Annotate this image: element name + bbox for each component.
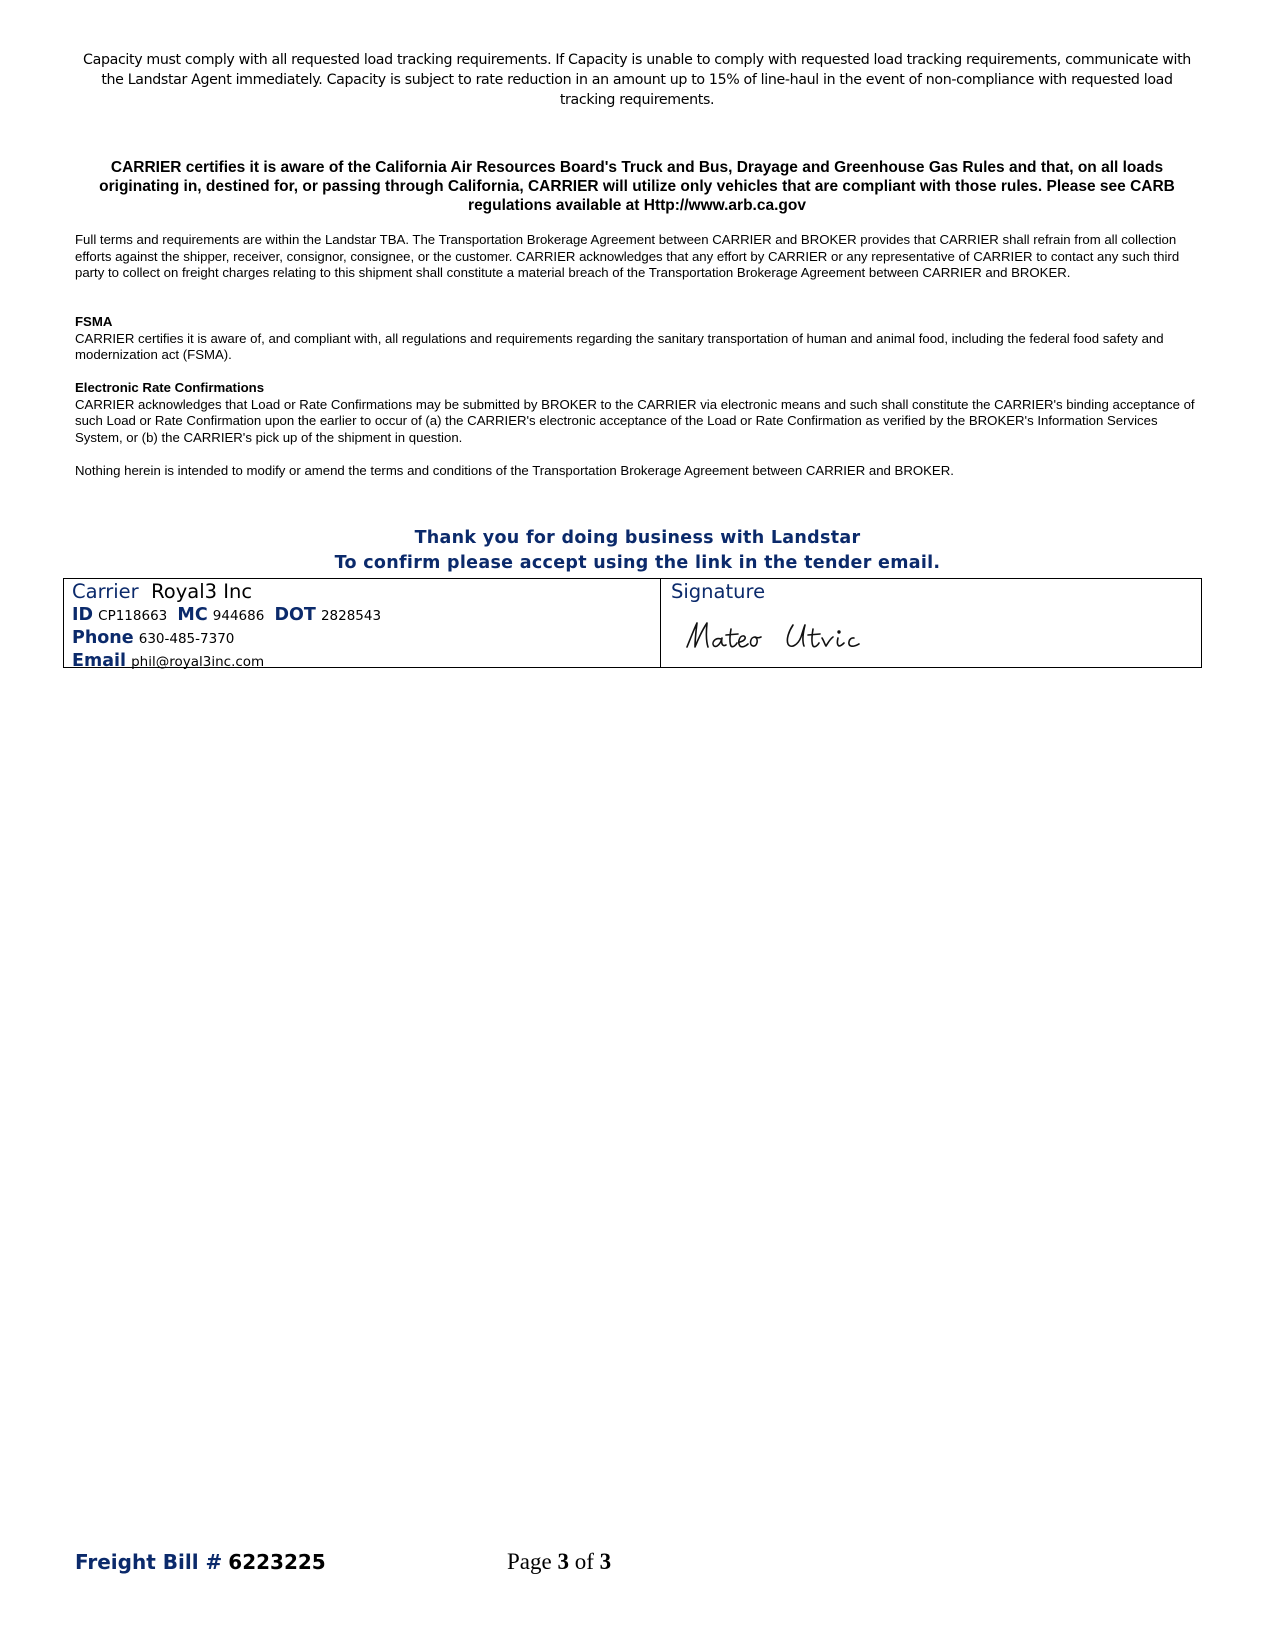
carrier-label: Carrier xyxy=(72,580,139,603)
page-indicator xyxy=(507,1548,611,1576)
page-current: 3 xyxy=(557,1549,569,1574)
carrier-info-box xyxy=(63,578,1202,671)
dot-value: 2828543 xyxy=(320,608,382,624)
erc-body: CARRIER acknowledges that Load or Rate Confirmations may be submitted by BROKER to the CARRIER via electronic means and such shall constitute the CARRIER's binding acceptance of such Load or Rate Confirmation upon the earlier to occur of (a) the CARRIER's electronic acceptance of the Load or Rate Confirmation as verified by the BROKER's Information Services System, or (b) the CARRIER's pick up of the shipment in question. xyxy=(75,396,1195,445)
carb-statement: CARRIER certifies it is aware of the California Air Resources Board's Truck and Bus, Drayage and Greenhouse Gas Rules and that, on all loads originating in, destined for, or passing through California, CARRIER will utilize only vehicles that are compliant with those rules. Please see CARB regulations available at Http://www.arb.ca.gov xyxy=(99,159,1175,214)
phone-label: Phone xyxy=(72,628,134,648)
carrier-details xyxy=(64,579,661,671)
fsma-heading: FSMA xyxy=(75,314,113,329)
collection-terms: Full terms and requirements are within the Landstar TBA. The Transportation Brokerage Agreement between CARRIER and BROKER provides that CARRIER shall refrain from all collection efforts against the shipper, receiver, consignor, consignee, or the customer. CARRIER acknowledges that any effort by CARRIER or any representative of CARRIER to contact any such third party to collect on freight charges relating to this shipment shall constitute a material breach of the Transportation Brokerage Agreement between CARRIER and BROKER. xyxy=(75,232,1180,280)
freight-bill-label: Freight Bill # xyxy=(75,1550,223,1574)
carrier-phone-row xyxy=(72,627,660,650)
signature-area xyxy=(661,579,1201,667)
confirm-instruction-line: To confirm please accept using the link in the tender email. xyxy=(334,553,941,573)
page-of: of xyxy=(574,1549,594,1574)
thank-you-block xyxy=(60,526,1215,576)
mc-value: 944686 xyxy=(212,608,265,624)
carrier-ids-row xyxy=(72,604,660,627)
carrier-email-row xyxy=(72,650,660,673)
erc-heading: Electronic Rate Confirmations xyxy=(75,380,265,395)
email-value: phil@royal3inc.com xyxy=(131,654,265,670)
email-label: Email xyxy=(72,651,126,671)
carrier-name-row xyxy=(72,580,660,604)
signature-label: Signature xyxy=(671,580,766,603)
fsma-section xyxy=(75,314,1205,364)
thank-you-line: Thank you for doing business with Landstar xyxy=(414,528,861,548)
freight-bill xyxy=(75,1549,326,1575)
tracking-requirements-note: Capacity must comply with all requested load tracking requirements. If Capacity is unable to comply with requested load tracking requirements, communicate with the Landstar Agent immediately. Capacity is subject to rate reduction in an amount up to 15% of line-haul in the event of non-compliance with requested load tracking requirements. xyxy=(83,52,1191,108)
page-word: Page xyxy=(507,1549,552,1574)
fsma-body: CARRIER certifies it is aware of, and compliant with, all regulations and requirements regarding the sanitary transportation of human and animal food, including the federal food safety and modernization act (FSMA). xyxy=(75,330,1164,362)
dot-label: DOT xyxy=(274,605,316,625)
id-value: CP118663 xyxy=(98,608,168,624)
phone-value: 630-485-7370 xyxy=(138,631,235,647)
page-total: 3 xyxy=(599,1549,612,1574)
mc-label: MC xyxy=(177,605,208,625)
handwritten-signature xyxy=(681,617,921,661)
carrier-name: Royal3 Inc xyxy=(151,580,253,603)
nothing-herein-note: Nothing herein is intended to modify or amend the terms and conditions of the Transportation Brokerage Agreement between CARRIER and BROKER. xyxy=(75,463,954,478)
freight-bill-number: 6223225 xyxy=(228,1550,326,1574)
electronic-rate-confirmations-section xyxy=(75,380,1205,446)
id-label: ID xyxy=(72,605,94,625)
